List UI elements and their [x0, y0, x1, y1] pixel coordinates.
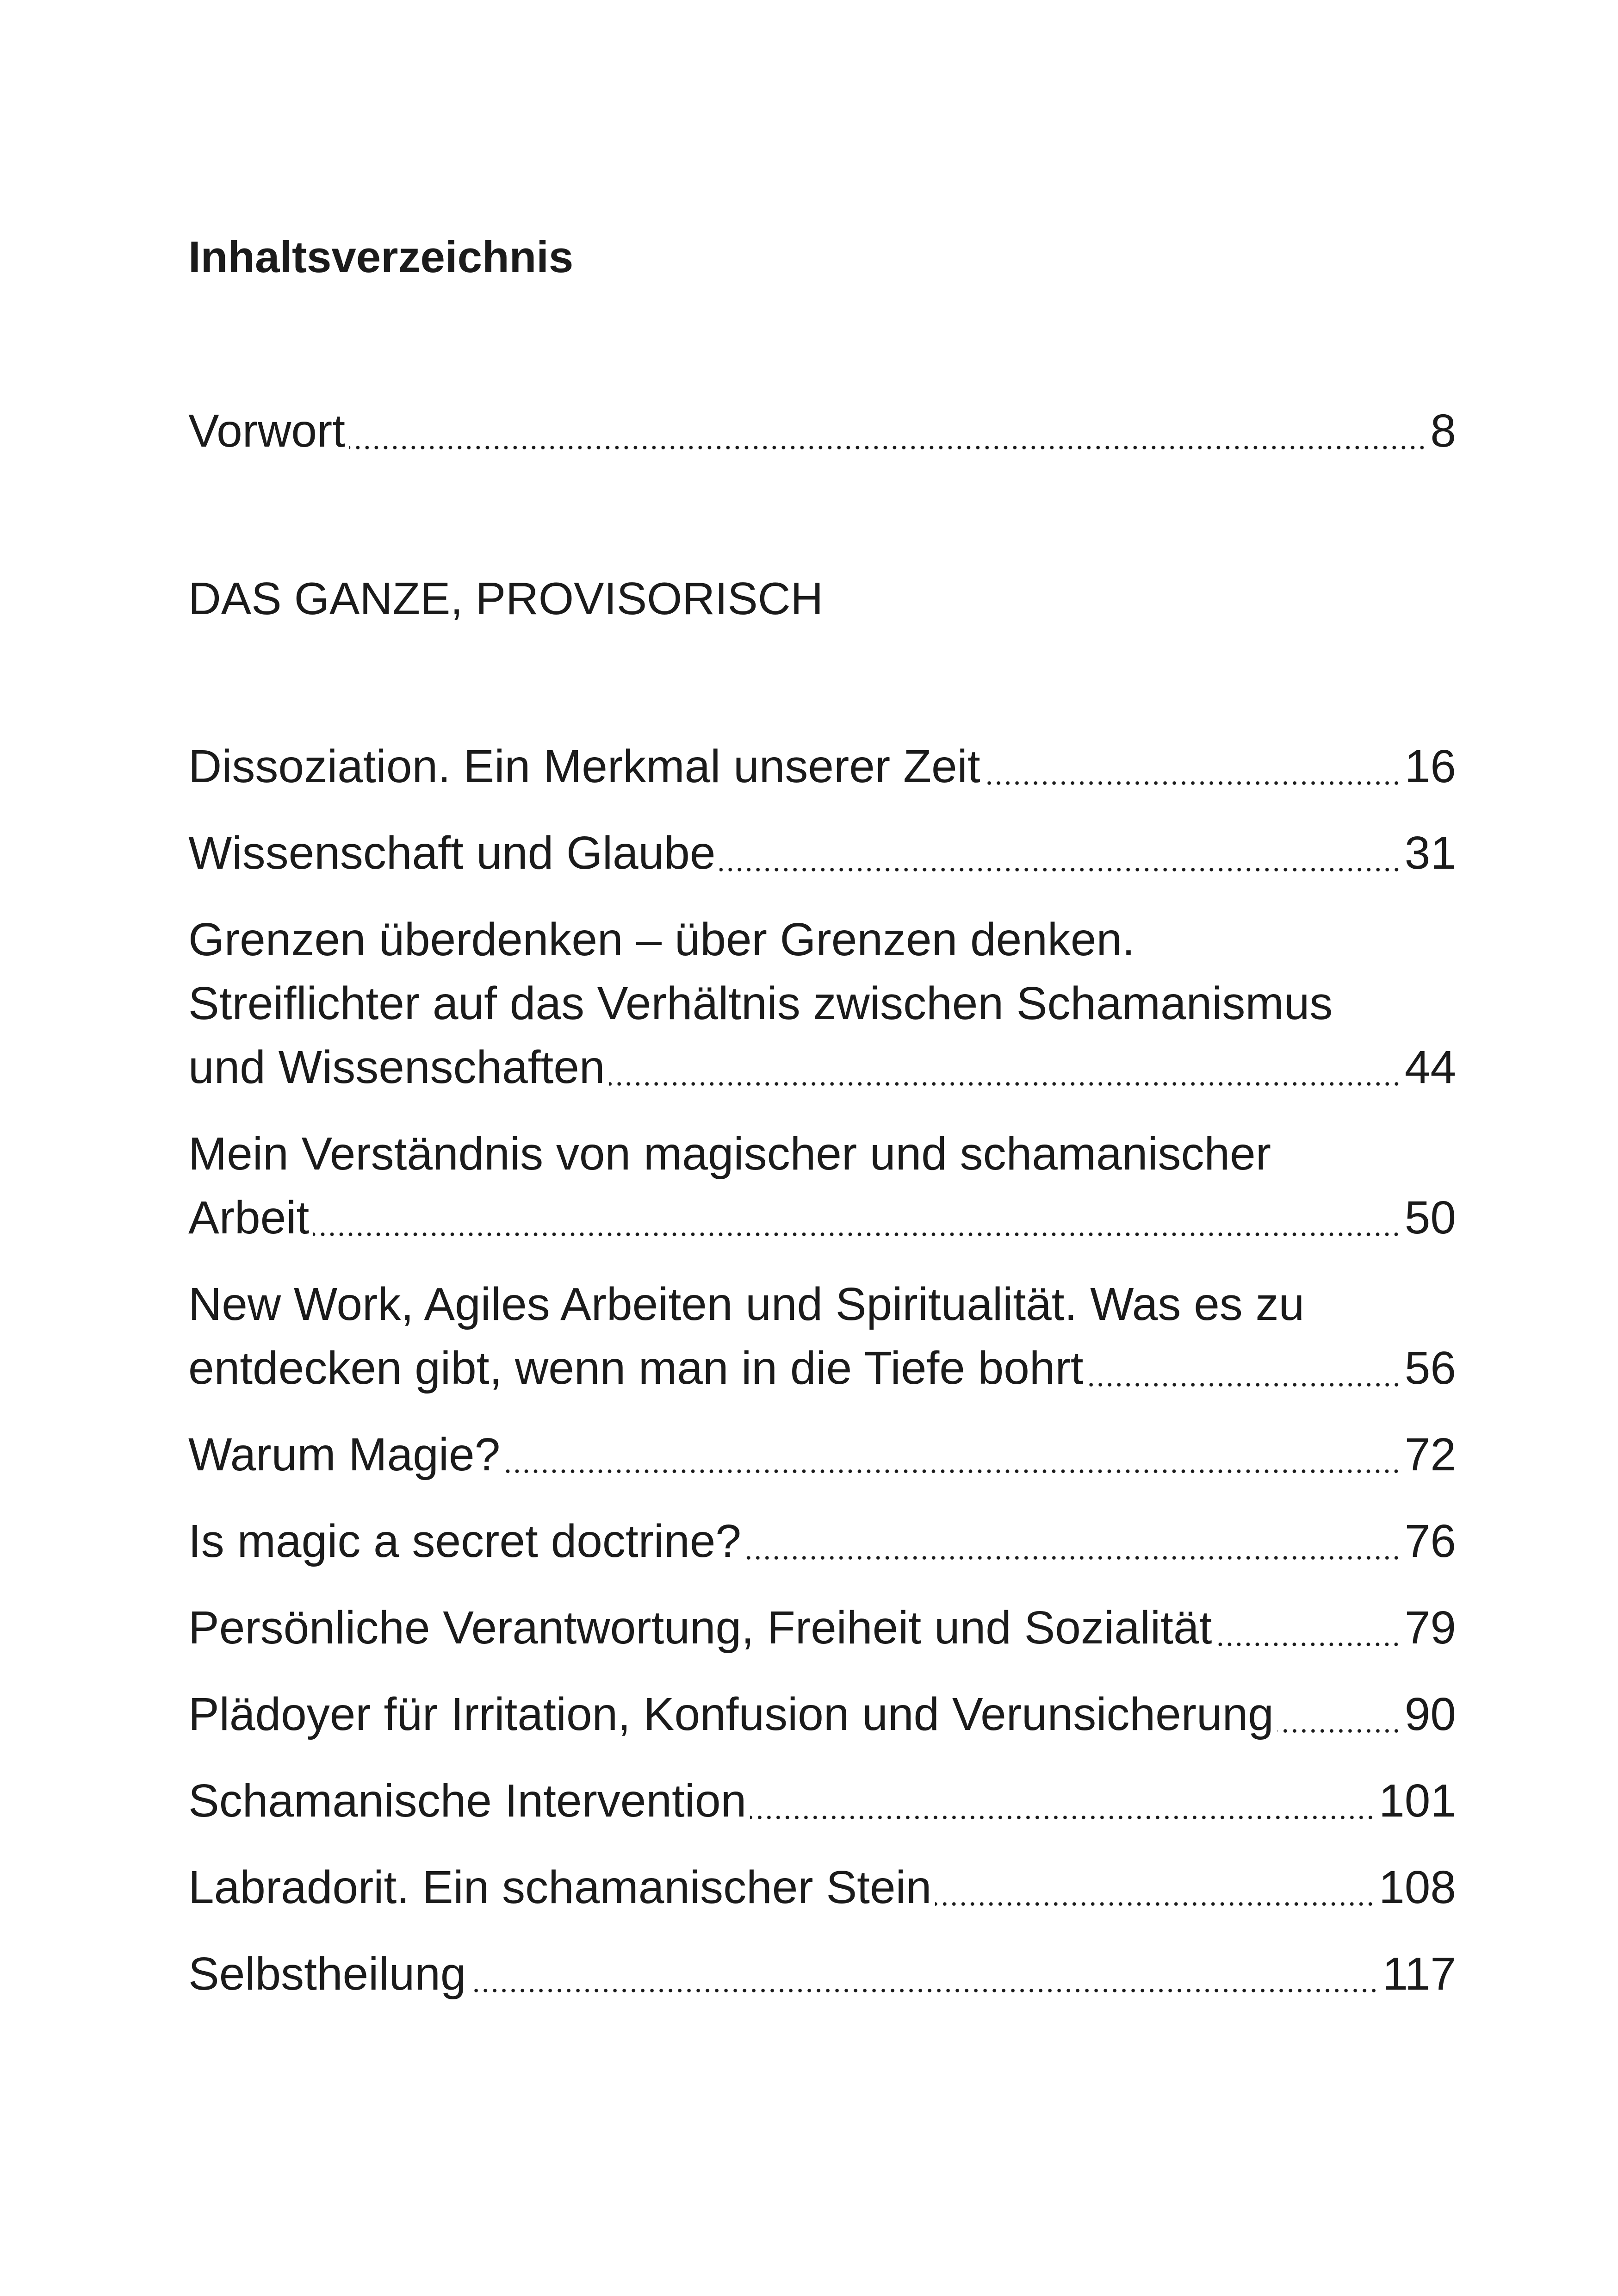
toc-entry-list: [188, 734, 1456, 2028]
toc-entry-title: Warum Magie?: [188, 1429, 501, 1481]
page-number: 72: [1404, 1429, 1456, 1481]
page-number: 117: [1382, 1948, 1456, 2000]
toc-entry: [188, 821, 1456, 885]
dot-leader: [1215, 1642, 1401, 1647]
page-number: 79: [1404, 1602, 1456, 1654]
toc-entry: [188, 1423, 1456, 1487]
page-number: 108: [1379, 1861, 1456, 1913]
toc-entry-title: Persönliche Verantwortung, Freiheit und Sozialität: [188, 1602, 1212, 1654]
toc-entry-title-line: Mein Verständnis von magischer und schamanischer: [188, 1128, 1271, 1180]
toc-entry-last-line: [188, 1769, 1456, 1833]
toc-entry: [188, 734, 1456, 798]
toc-entry-last-line: [188, 1336, 1456, 1400]
dot-leader: [719, 867, 1401, 872]
toc-entry-title: Labradorit. Ein schamanischer Stein: [188, 1861, 932, 1913]
toc-entry-last-line: [188, 1035, 1456, 1099]
toc-entry-last-line: [188, 1942, 1456, 2006]
toc-entry-title: Schamanische Intervention: [188, 1775, 747, 1827]
toc-entry-last-line: [188, 1509, 1456, 1573]
toc-entry-last-line: [188, 821, 1456, 885]
page-number: 101: [1379, 1775, 1456, 1827]
toc-entry-title: Dissoziation. Ein Merkmal unserer Zeit: [188, 740, 980, 792]
dot-leader: [349, 445, 1426, 450]
dot-leader: [935, 1902, 1375, 1906]
toc-heading: Inhaltsverzeichnis: [188, 232, 574, 282]
toc-entry: [188, 1769, 1456, 1833]
toc-entry: [188, 1682, 1456, 1746]
dot-leader: [1277, 1729, 1401, 1733]
page-number: 44: [1404, 1041, 1456, 1093]
dot-leader: [313, 1232, 1401, 1237]
toc-entry-title: Selbstheilung: [188, 1948, 466, 2000]
toc-entry-last-line: [188, 1596, 1456, 1660]
page-number: 8: [1430, 405, 1456, 457]
page-number: 50: [1404, 1192, 1456, 1244]
toc-entry: [188, 1855, 1456, 1919]
section-heading: DAS GANZE, PROVISORISCH: [188, 573, 824, 624]
page-number: 31: [1404, 827, 1456, 879]
toc-entry: [188, 1122, 1456, 1250]
toc-entry-title-line: Streiflichter auf das Verhältnis zwischen Schamanismus: [188, 977, 1333, 1029]
toc-entry-last-line: [188, 1855, 1456, 1919]
dot-leader: [750, 1815, 1375, 1820]
toc-entry-preface: [188, 399, 1456, 463]
dot-leader: [609, 1082, 1401, 1086]
toc-entry: [188, 1942, 1456, 2006]
toc-entry: [188, 1509, 1456, 1573]
toc-entry-title: Vorwort: [188, 405, 346, 457]
toc-entry-title-line: und Wissenschaften: [188, 1041, 605, 1093]
toc-entry: [188, 908, 1456, 1099]
toc-entry-last-line: [188, 1682, 1456, 1746]
toc-entry-title: Plädoyer für Irritation, Konfusion und Verunsicherung: [188, 1688, 1274, 1740]
toc-entry-title: Wissenschaft und Glaube: [188, 827, 716, 879]
toc-entry-last-line: [188, 1186, 1456, 1250]
toc-entry-title-line: New Work, Agiles Arbeiten und Spiritualität. Was es zu: [188, 1278, 1305, 1330]
dot-leader: [504, 1469, 1401, 1474]
toc-entry: [188, 1272, 1456, 1400]
page-number: 16: [1404, 740, 1456, 792]
toc-entry-title-line: Grenzen überdenken – über Grenzen denken.: [188, 914, 1135, 965]
dot-leader: [984, 781, 1401, 785]
dot-leader: [1087, 1382, 1401, 1387]
page-number: 90: [1404, 1688, 1456, 1740]
toc-entry: [188, 1596, 1456, 1660]
dot-leader: [745, 1556, 1401, 1560]
page-number: 76: [1404, 1515, 1456, 1567]
toc-entry-last-line: [188, 734, 1456, 798]
toc-entry-last-line: [188, 1423, 1456, 1487]
toc-entry-title-line: entdecken gibt, wenn man in die Tiefe bohrt: [188, 1342, 1084, 1394]
page-number: 56: [1404, 1342, 1456, 1394]
toc-entry-title: Is magic a secret doctrine?: [188, 1515, 741, 1567]
dot-leader: [470, 1988, 1378, 1993]
toc-entry-title-line: Arbeit: [188, 1192, 310, 1244]
